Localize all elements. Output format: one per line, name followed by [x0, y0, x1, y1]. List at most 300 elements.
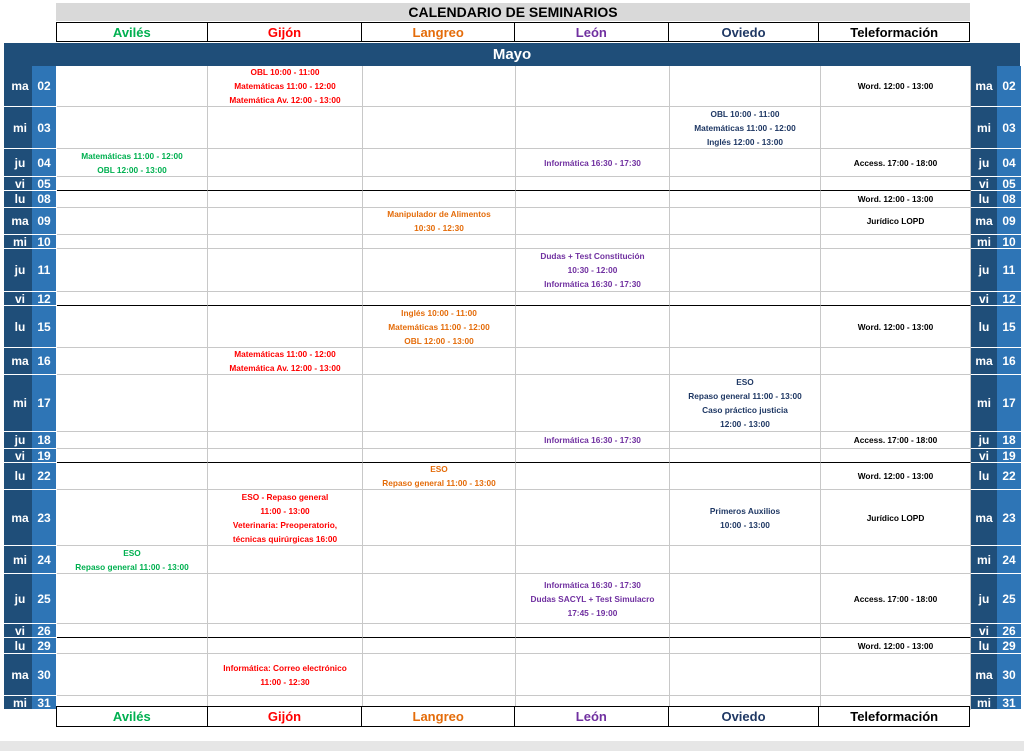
day-name-left: ma: [4, 348, 36, 375]
cell-gijon: [208, 348, 363, 375]
day-number-left: 19: [32, 449, 56, 463]
cell-oviedo: [670, 624, 821, 638]
cell-leon: [516, 306, 670, 348]
day-number-left: 31: [32, 696, 56, 710]
day-row: [0, 449, 1024, 463]
day-name-right: mi: [971, 546, 997, 574]
column-header-gijon: Gijón: [208, 707, 363, 726]
day-number-left: 17: [32, 375, 56, 432]
day-name-right: ju: [971, 574, 997, 624]
cell-gijon: [208, 638, 363, 654]
day-name-left: ma: [4, 208, 36, 235]
column-header-top: [56, 22, 970, 42]
day-number-left: 12: [32, 292, 56, 306]
cell-leon: [516, 449, 670, 463]
cell-leon: [516, 208, 670, 235]
event-text: Manipulador de Alimentos: [387, 209, 491, 219]
cell-tele: [821, 546, 971, 574]
day-row: [0, 191, 1024, 208]
cell-leon: [516, 490, 670, 546]
cell-oviedo: [670, 432, 821, 449]
day-row: [0, 574, 1024, 624]
cell-oviedo: [670, 235, 821, 249]
cell-langreo: [363, 292, 516, 306]
cell-tele: [821, 177, 971, 191]
day-row: [0, 490, 1024, 546]
cell-oviedo: [670, 177, 821, 191]
event-text: Matemáticas 11:00 - 12:00: [81, 150, 183, 161]
day-number-left: 09: [32, 208, 56, 235]
day-number-right: 16: [997, 348, 1021, 375]
day-number-right: 30: [997, 654, 1021, 696]
event-text: Primeros Auxilios: [709, 505, 781, 516]
page-title: CALENDARIO DE SEMINARIOS: [56, 3, 970, 21]
day-name-left: mi: [4, 235, 36, 249]
day-name-right: ma: [971, 208, 997, 235]
cell-gijon: [208, 235, 363, 249]
day-number-left: 10: [32, 235, 56, 249]
day-row: [0, 463, 1024, 490]
cell-leon: [516, 249, 670, 292]
event-text: Informática 16:30 - 17:30: [544, 435, 641, 445]
day-number-left: 15: [32, 306, 56, 348]
event-text: Veterinaria: Preoperatorio,: [232, 519, 338, 530]
event-text: OBL 10:00 - 11:00: [710, 108, 780, 119]
day-name-right: ju: [971, 249, 997, 292]
day-name-left: ju: [4, 249, 36, 292]
cell-oviedo: [670, 638, 821, 654]
event-text: Informática 16:30 - 17:30: [544, 579, 641, 590]
cell-langreo: [363, 490, 516, 546]
day-name-left: ju: [4, 149, 36, 177]
event-text: Jurídico LOPD: [866, 216, 925, 226]
day-number-right: 03: [997, 107, 1021, 149]
cell-tele: [821, 235, 971, 249]
event-text: Jurídico LOPD: [866, 512, 925, 523]
cell-aviles: [57, 306, 208, 348]
day-name-left: mi: [4, 375, 36, 432]
day-number-right: 04: [997, 149, 1021, 177]
cell-langreo: [363, 432, 516, 449]
cell-tele: [821, 574, 971, 624]
cell-leon: [516, 107, 670, 149]
day-name-left: mi: [4, 107, 36, 149]
day-row: [0, 66, 1024, 107]
day-name-right: mi: [971, 696, 997, 710]
cell-tele: [821, 463, 971, 490]
event-text: 12:00 - 13:00: [720, 419, 770, 429]
day-number-left: 11: [32, 249, 56, 292]
event-text: Matemáticas 11:00 - 12:00: [388, 321, 490, 332]
cell-gijon: [208, 107, 363, 149]
event-text: Repaso general 11:00 - 13:00: [75, 561, 189, 572]
cell-leon: [516, 638, 670, 654]
cell-gijon: [208, 208, 363, 235]
cell-leon: [516, 177, 670, 191]
page-edge: [0, 741, 1024, 751]
day-number-right: 25: [997, 574, 1021, 624]
cell-tele: [821, 66, 971, 107]
event-text: Word. 12:00 - 13:00: [857, 321, 934, 332]
day-number-right: 19: [997, 449, 1021, 463]
event-text: Access. 17:00 - 18:00: [853, 157, 938, 168]
day-number-right: 17: [997, 375, 1021, 432]
day-number-right: 22: [997, 463, 1021, 490]
cell-tele: [821, 208, 971, 235]
cell-gijon: [208, 463, 363, 490]
cell-langreo: [363, 375, 516, 432]
event-text: Access. 17:00 - 18:00: [853, 593, 938, 604]
cell-aviles: [57, 463, 208, 490]
column-header-leon: León: [515, 707, 669, 726]
cell-leon: [516, 546, 670, 574]
day-name-left: lu: [4, 306, 36, 348]
day-number-left: 25: [32, 574, 56, 624]
day-number-left: 22: [32, 463, 56, 490]
day-name-right: ma: [971, 66, 997, 107]
cell-leon: [516, 574, 670, 624]
cell-langreo: [363, 546, 516, 574]
cell-tele: [821, 449, 971, 463]
cell-langreo: [363, 574, 516, 624]
cell-leon: [516, 463, 670, 490]
event-text: ESO: [430, 464, 448, 474]
cell-aviles: [57, 624, 208, 638]
cell-gijon: [208, 66, 363, 107]
cell-leon: [516, 66, 670, 107]
cell-leon: [516, 235, 670, 249]
day-number-right: 18: [997, 432, 1021, 449]
event-text: 10:30 - 12:30: [414, 223, 464, 233]
cell-langreo: [363, 306, 516, 348]
cell-aviles: [57, 348, 208, 375]
event-text: Informática 16:30 - 17:30: [544, 157, 641, 168]
column-header-langreo: Langreo: [362, 23, 515, 41]
day-name-right: ma: [971, 348, 997, 375]
event-text: Inglés 10:00 - 11:00: [401, 307, 477, 318]
cell-aviles: [57, 208, 208, 235]
cell-langreo: [363, 249, 516, 292]
column-header-tele: Teleformación: [850, 24, 939, 40]
day-name-right: ma: [971, 490, 997, 546]
day-number-left: 18: [32, 432, 56, 449]
cell-oviedo: [670, 208, 821, 235]
column-header-aviles: Avilés: [57, 23, 208, 41]
cell-langreo: [363, 107, 516, 149]
day-name-left: lu: [4, 463, 36, 490]
day-row: [0, 249, 1024, 292]
event-text: Word. 12:00 - 13:00: [857, 471, 934, 481]
cell-gijon: [208, 375, 363, 432]
cell-leon: [516, 191, 670, 208]
day-number-right: 10: [997, 235, 1021, 249]
day-number-right: 31: [997, 696, 1021, 710]
cell-oviedo: [670, 463, 821, 490]
cell-gijon: [208, 546, 363, 574]
event-text: Dudas + Test Constitución: [540, 251, 645, 261]
event-text: Word. 12:00 - 13:00: [857, 640, 934, 651]
day-name-right: lu: [971, 463, 997, 490]
day-row: [0, 292, 1024, 306]
cell-tele: [821, 306, 971, 348]
day-name-right: vi: [971, 449, 997, 463]
cell-oviedo: [670, 546, 821, 574]
day-name-right: lu: [971, 306, 997, 348]
cell-aviles: [57, 546, 208, 574]
day-name-left: vi: [4, 449, 36, 463]
day-name-left: ma: [4, 490, 36, 546]
cell-oviedo: [670, 149, 821, 177]
event-text: ESO - Repaso general: [241, 491, 329, 502]
day-name-left: lu: [4, 191, 36, 208]
day-name-right: mi: [971, 375, 997, 432]
column-header-oviedo: Oviedo: [669, 707, 820, 726]
event-text: OBL 12:00 - 13:00: [97, 164, 167, 175]
cell-aviles: [57, 449, 208, 463]
cell-langreo: [363, 208, 516, 235]
day-row: [0, 208, 1024, 235]
cell-aviles: [57, 149, 208, 177]
event-text: Dudas SACYL + Test Simulacro: [530, 593, 655, 604]
cell-oviedo: [670, 574, 821, 624]
cell-aviles: [57, 177, 208, 191]
event-text: OBL 12:00 - 13:00: [404, 335, 474, 346]
cell-gijon: [208, 249, 363, 292]
event-text: Access. 17:00 - 18:00: [853, 435, 938, 445]
cell-oviedo: [670, 654, 821, 696]
day-row: [0, 107, 1024, 149]
event-text: 10:00 - 13:00: [720, 519, 770, 530]
cell-leon: [516, 654, 670, 696]
event-text: Matemática Av. 12:00 - 13:00: [229, 363, 341, 373]
cell-tele: [821, 490, 971, 546]
day-name-left: ju: [4, 574, 36, 624]
day-name-left: vi: [4, 292, 36, 306]
cell-oviedo: [670, 490, 821, 546]
cell-langreo: [363, 449, 516, 463]
cell-gijon: [208, 654, 363, 696]
day-row: [0, 432, 1024, 449]
cell-tele: [821, 107, 971, 149]
column-header-gijon: Gijón: [208, 23, 363, 41]
event-text: ESO: [123, 547, 141, 558]
event-text: Inglés 12:00 - 13:00: [706, 136, 784, 147]
cell-oviedo: [670, 292, 821, 306]
column-header-tele: Teleformación: [850, 709, 939, 724]
column-header-aviles: Avilés: [57, 707, 208, 726]
cell-langreo: [363, 235, 516, 249]
day-row: [0, 348, 1024, 375]
day-number-right: 15: [997, 306, 1021, 348]
cell-aviles: [57, 249, 208, 292]
day-number-left: 16: [32, 348, 56, 375]
event-text: Word. 12:00 - 13:00: [857, 194, 934, 204]
cell-gijon: [208, 191, 363, 208]
event-text: Matemáticas 11:00 - 12:00: [694, 122, 796, 133]
cell-gijon: [208, 149, 363, 177]
cell-gijon: [208, 432, 363, 449]
event-text: Informática: Correo electrónico: [223, 662, 347, 673]
day-row: [0, 624, 1024, 638]
cell-oviedo: [670, 249, 821, 292]
cell-tele: [821, 191, 971, 208]
cell-oviedo: [670, 306, 821, 348]
day-number-left: 08: [32, 191, 56, 208]
cell-leon: [516, 149, 670, 177]
cell-aviles: [57, 235, 208, 249]
cell-oviedo: [670, 66, 821, 107]
cell-gijon: [208, 292, 363, 306]
cell-langreo: [363, 66, 516, 107]
month-banner: Mayo: [4, 43, 1020, 66]
cell-langreo: [363, 463, 516, 490]
day-number-right: 02: [997, 66, 1021, 107]
day-name-left: ju: [4, 432, 36, 449]
day-name-left: ma: [4, 66, 36, 107]
cell-gijon: [208, 306, 363, 348]
day-number-left: 23: [32, 490, 56, 546]
day-number-right: 12: [997, 292, 1021, 306]
cell-langreo: [363, 348, 516, 375]
cell-tele: [821, 654, 971, 696]
cell-tele: [821, 624, 971, 638]
cell-langreo: [363, 149, 516, 177]
column-header-oviedo: Oviedo: [669, 23, 820, 41]
cell-aviles: [57, 292, 208, 306]
cell-tele: [821, 432, 971, 449]
cell-aviles: [57, 375, 208, 432]
event-text: Matemáticas 11:00 - 12:00: [234, 81, 336, 91]
day-number-right: 11: [997, 249, 1021, 292]
event-text: Matemáticas 11:00 - 12:00: [234, 349, 336, 359]
day-number-right: 05: [997, 177, 1021, 191]
cell-leon: [516, 432, 670, 449]
event-text: Informática 16:30 - 17:30: [544, 279, 641, 289]
day-name-right: vi: [971, 624, 997, 638]
cell-oviedo: [670, 348, 821, 375]
event-text: 10:30 - 12:00: [567, 265, 618, 275]
cell-gijon: [208, 449, 363, 463]
day-name-right: mi: [971, 235, 997, 249]
cell-gijon: [208, 574, 363, 624]
day-name-right: vi: [971, 177, 997, 191]
cell-langreo: [363, 638, 516, 654]
column-header-bottom: [56, 706, 970, 727]
day-number-left: 03: [32, 107, 56, 149]
cell-aviles: [57, 66, 208, 107]
event-text: Repaso general 11:00 - 13:00: [382, 478, 496, 488]
day-number-right: 29: [997, 638, 1021, 654]
day-name-left: mi: [4, 696, 36, 710]
cell-aviles: [57, 574, 208, 624]
cell-gijon: [208, 490, 363, 546]
cell-oviedo: [670, 375, 821, 432]
day-name-left: ma: [4, 654, 36, 696]
cell-tele: [821, 375, 971, 432]
day-row: [0, 654, 1024, 696]
cell-leon: [516, 348, 670, 375]
day-row: [0, 235, 1024, 249]
day-row: [0, 177, 1024, 191]
event-text: Matemática Av. 12:00 - 13:00: [229, 95, 341, 105]
day-number-left: 29: [32, 638, 56, 654]
day-row: [0, 638, 1024, 654]
cell-aviles: [57, 638, 208, 654]
day-number-left: 24: [32, 546, 56, 574]
day-name-right: ma: [971, 654, 997, 696]
day-number-left: 26: [32, 624, 56, 638]
day-number-left: 05: [32, 177, 56, 191]
day-row: [0, 149, 1024, 177]
event-text: Repaso general 11:00 - 13:00: [688, 391, 802, 401]
day-name-left: vi: [4, 624, 36, 638]
cell-oviedo: [670, 107, 821, 149]
day-number-right: 24: [997, 546, 1021, 574]
event-text: Word. 12:00 - 13:00: [857, 81, 934, 91]
cell-leon: [516, 624, 670, 638]
day-number-left: 04: [32, 149, 56, 177]
event-text: 11:00 - 13:00: [260, 505, 310, 516]
column-header-leon: León: [515, 23, 669, 41]
event-text: técnicas quirúrgicas 16:00: [232, 533, 338, 544]
event-text: Caso práctico justicia: [702, 405, 788, 415]
cell-aviles: [57, 107, 208, 149]
day-name-right: vi: [971, 292, 997, 306]
day-row: [0, 306, 1024, 348]
cell-gijon: [208, 177, 363, 191]
day-number-left: 02: [32, 66, 56, 107]
cell-aviles: [57, 490, 208, 546]
day-name-left: vi: [4, 177, 36, 191]
day-name-right: ju: [971, 432, 997, 449]
cell-tele: [821, 149, 971, 177]
event-text: OBL 10:00 - 11:00: [250, 67, 320, 77]
cell-tele: [821, 292, 971, 306]
cell-aviles: [57, 191, 208, 208]
event-text: 17:45 - 19:00: [567, 607, 618, 618]
cell-tele: [821, 249, 971, 292]
day-number-right: 26: [997, 624, 1021, 638]
cell-oviedo: [670, 449, 821, 463]
day-name-right: mi: [971, 107, 997, 149]
cell-langreo: [363, 624, 516, 638]
event-text: 11:00 - 12:30: [260, 676, 310, 687]
event-text: ESO: [736, 377, 754, 387]
cell-oviedo: [670, 191, 821, 208]
day-name-right: ju: [971, 149, 997, 177]
day-number-right: 23: [997, 490, 1021, 546]
day-row: [0, 546, 1024, 574]
day-number-left: 30: [32, 654, 56, 696]
day-name-left: lu: [4, 638, 36, 654]
column-header-langreo: Langreo: [362, 707, 515, 726]
cell-aviles: [57, 432, 208, 449]
cell-langreo: [363, 654, 516, 696]
day-name-right: lu: [971, 638, 997, 654]
day-row: [0, 375, 1024, 432]
cell-langreo: [363, 191, 516, 208]
cell-gijon: [208, 624, 363, 638]
day-number-right: 08: [997, 191, 1021, 208]
day-number-right: 09: [997, 208, 1021, 235]
cell-tele: [821, 638, 971, 654]
day-name-right: lu: [971, 191, 997, 208]
cell-aviles: [57, 654, 208, 696]
cell-tele: [821, 348, 971, 375]
cell-langreo: [363, 177, 516, 191]
cell-leon: [516, 292, 670, 306]
day-name-left: mi: [4, 546, 36, 574]
